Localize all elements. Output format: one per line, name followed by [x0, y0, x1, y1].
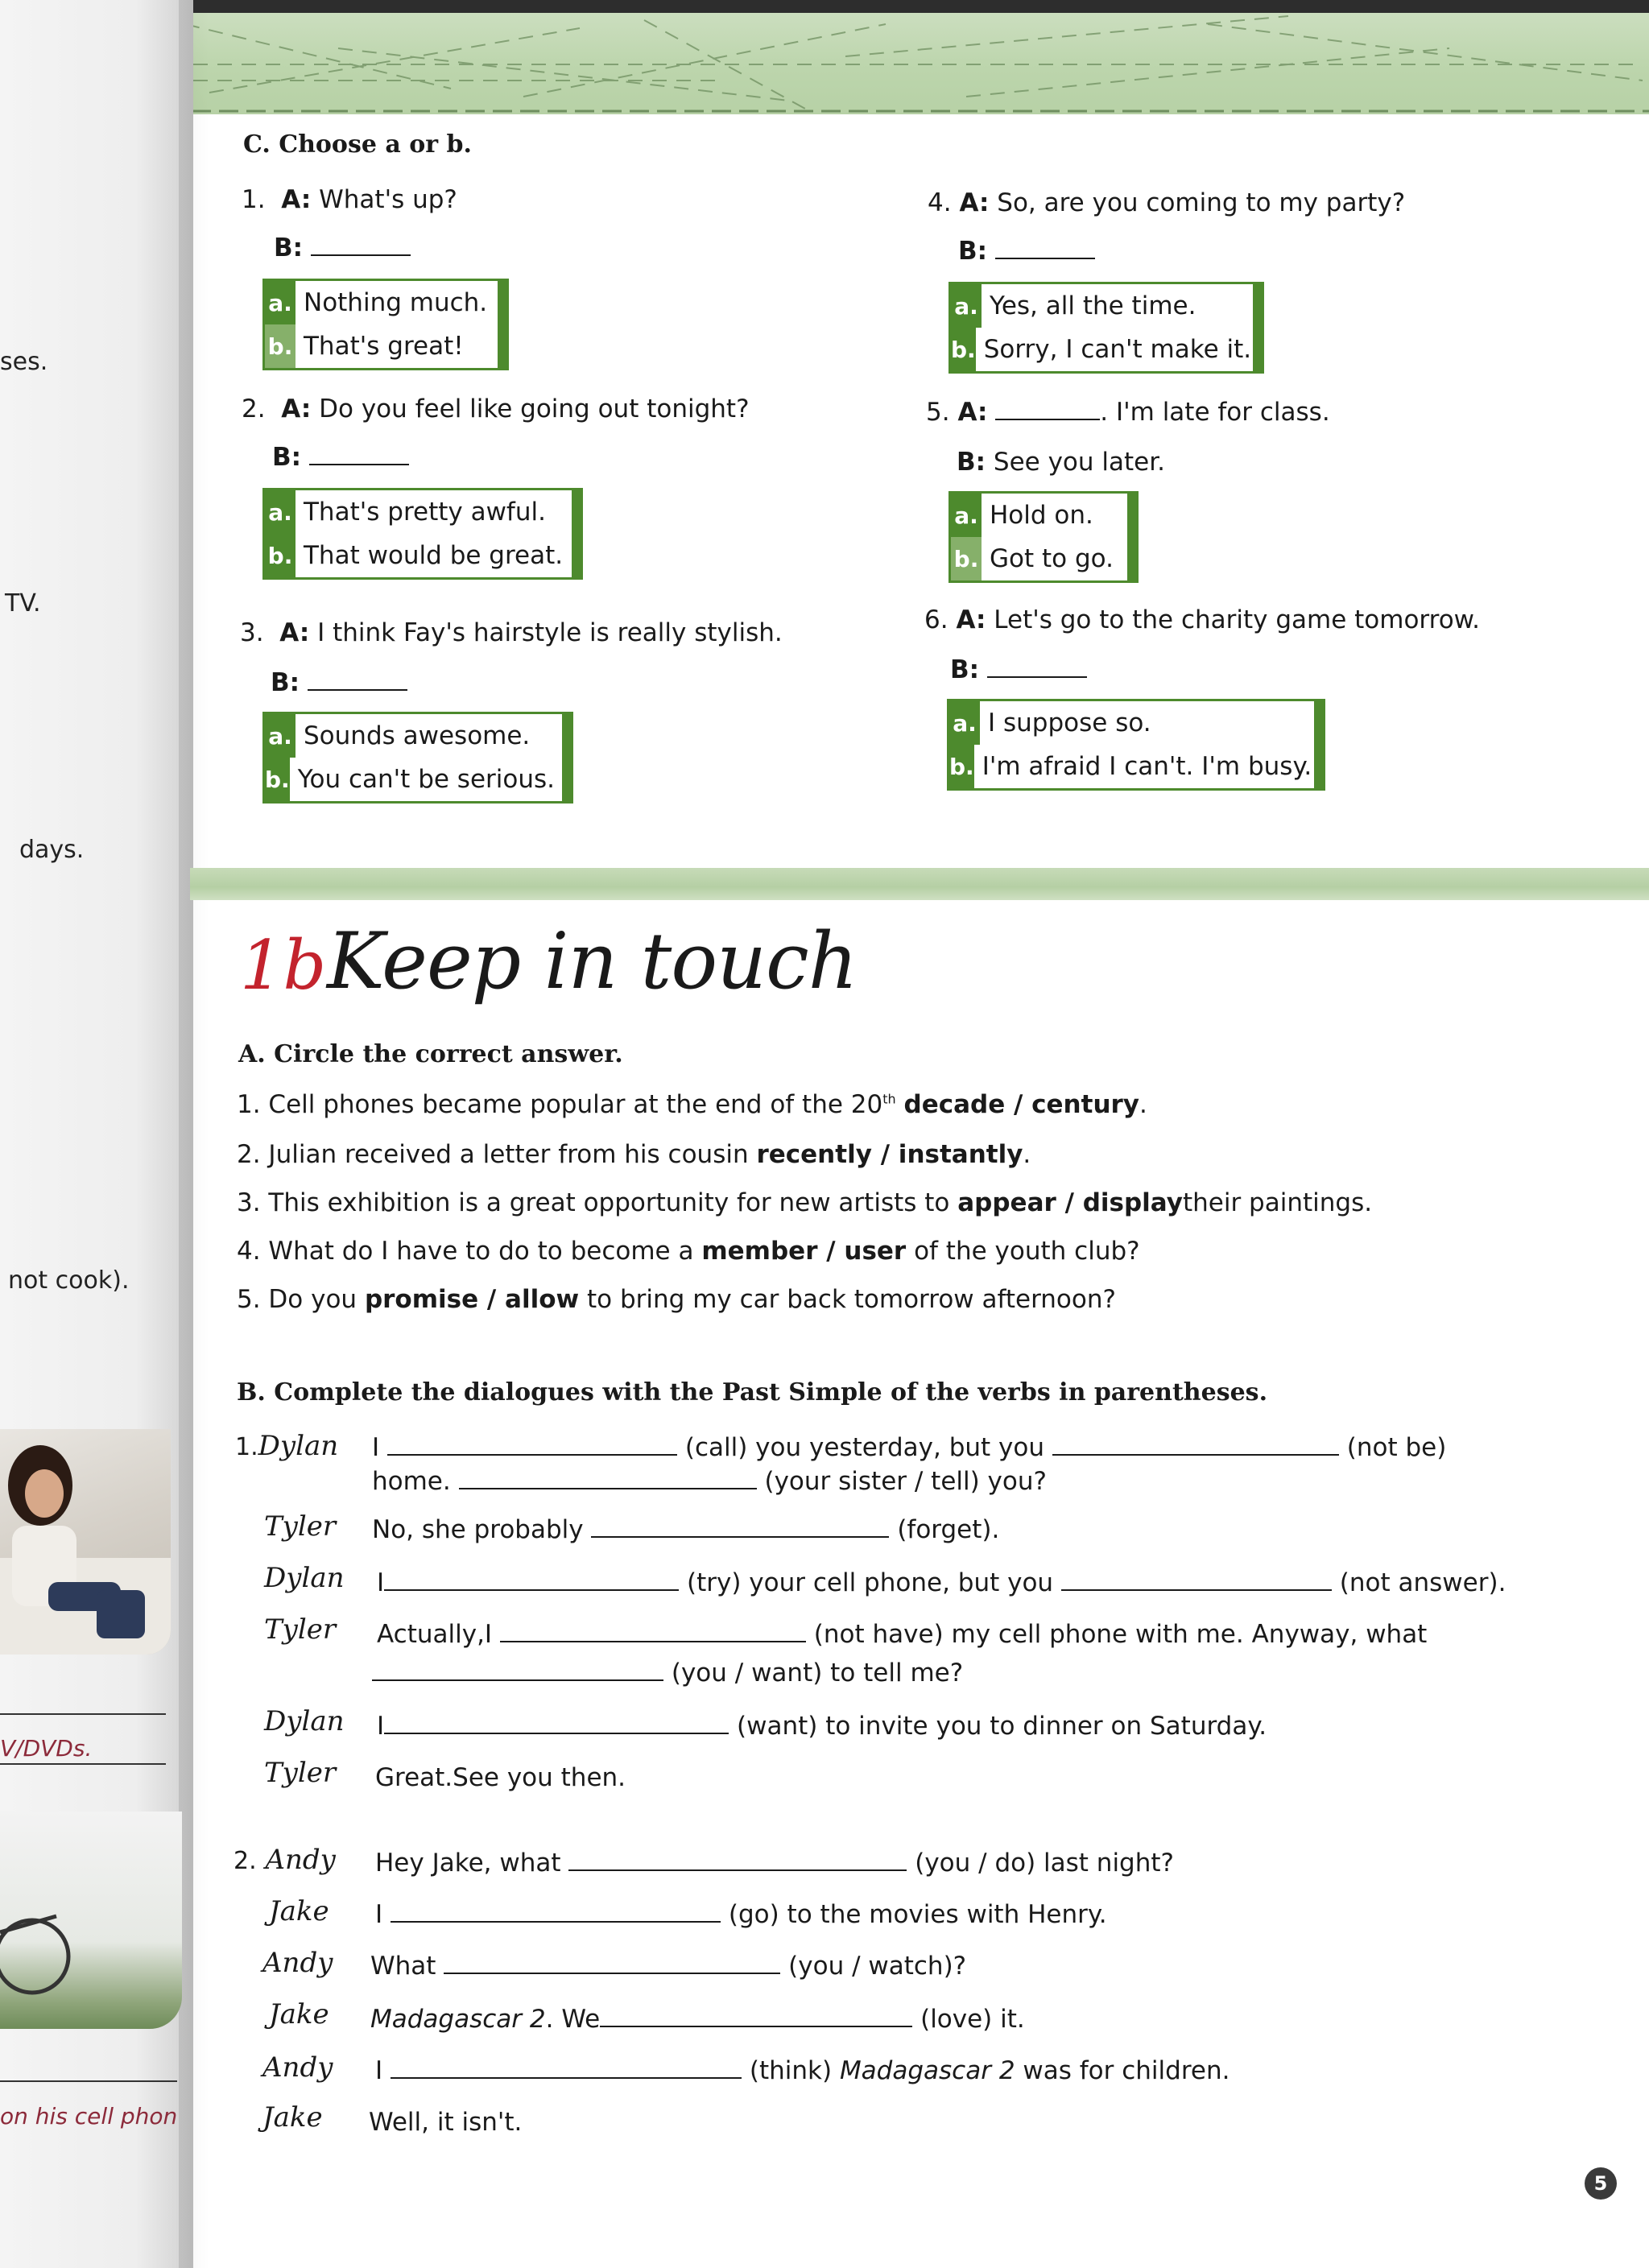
book-gutter-shadow: [179, 0, 209, 2268]
fill-blank[interactable]: [384, 1570, 679, 1591]
fill-blank[interactable]: [391, 1902, 721, 1923]
question-2: 2. A: Do you feel like going out tonight?: [242, 395, 750, 423]
bicycle-photo: [0, 1812, 182, 2029]
answer-choice[interactable]: decade / century: [903, 1090, 1140, 1119]
dialogue-line: Great.See you then.: [375, 1763, 626, 1792]
speaker-name: Dylan: [264, 1705, 345, 1737]
answer-choice[interactable]: appear / display: [957, 1188, 1183, 1217]
speaker-name: Jake: [269, 1998, 329, 2030]
left-page-fragment: V/DVDs.: [0, 1735, 93, 1762]
dialogue-line: I (go) to the movies with Henry.: [375, 1900, 1107, 1929]
dialogue-line: Hey Jake, what (you / do) last night?: [375, 1849, 1174, 1878]
speaker-name: 1.Dylan: [235, 1430, 339, 1462]
speaker-name: 2. Andy: [234, 1844, 336, 1876]
option-a[interactable]: a. Sounds awesome.: [265, 714, 562, 758]
option-a[interactable]: a. Yes, all the time.: [951, 284, 1253, 328]
section-b-header: B. Complete the dialogues with the Past Simple of the verbs in parentheses.: [237, 1378, 1268, 1407]
left-page-line: [0, 1763, 166, 1765]
option-a[interactable]: a. I suppose so.: [949, 701, 1314, 745]
answer-line-6: B:: [950, 655, 1087, 684]
sentence-2: 2. Julian received a letter from his cousin recently / instantly.: [237, 1140, 1031, 1169]
speaker-name: Andy: [262, 2051, 333, 2084]
fill-blank[interactable]: [391, 2058, 742, 2079]
dialogue-line: Madagascar 2. We (love) it.: [370, 2005, 1025, 2034]
top-decorative-band: [0, 0, 1649, 114]
options-box-4: [948, 282, 1264, 374]
dialogue-line: I (try) your cell phone, but you (not answer).: [377, 1568, 1506, 1597]
answer-blank[interactable]: [995, 398, 1100, 420]
left-page-fragment: days.: [19, 836, 85, 864]
unit-number: 1b: [240, 926, 327, 1005]
unit-title: Keep in touch: [327, 916, 858, 1006]
answer-line-1: B:: [274, 233, 411, 262]
speaker-name: Andy: [262, 1947, 333, 1979]
speaker-name: Jake: [262, 2101, 323, 2134]
page-number-badge: 5: [1585, 2167, 1617, 2200]
question-5: 5. A: . I'm late for class.: [926, 398, 1330, 427]
answer-line-3: B:: [271, 668, 407, 697]
left-page-fragment: ses.: [0, 348, 48, 376]
fill-blank[interactable]: [459, 1469, 757, 1489]
fill-blank[interactable]: [600, 2006, 912, 2027]
dialogue-line: Well, it isn't.: [369, 2108, 523, 2137]
option-b[interactable]: b. That's great!: [265, 324, 498, 368]
answer-choice[interactable]: promise / allow: [364, 1285, 580, 1314]
dialogue-line: I (want) to invite you to dinner on Saturday.: [377, 1712, 1267, 1741]
left-page-fragment: not cook).: [8, 1266, 130, 1295]
speaker-name: Tyler: [264, 1613, 337, 1646]
speaker-name: Dylan: [264, 1562, 345, 1594]
option-b[interactable]: b. Sorry, I can't make it.: [951, 328, 1253, 371]
answer-blank[interactable]: [309, 443, 409, 465]
question-3: 3. A: I think Fay's hairstyle is really stylish.: [240, 618, 783, 647]
dialogue-line: No, she probably (forget).: [372, 1515, 1000, 1544]
section-a-header: A. Circle the correct answer.: [238, 1040, 623, 1068]
option-b[interactable]: b. Got to go.: [951, 537, 1127, 580]
fill-blank[interactable]: [372, 1660, 663, 1681]
fill-blank[interactable]: [387, 1435, 677, 1456]
section-c-header: C. Choose a or b.: [243, 130, 472, 159]
option-a[interactable]: a. That's pretty awful.: [265, 490, 572, 534]
options-box-5: [948, 491, 1139, 583]
left-page-line: [0, 2080, 177, 2082]
dialogue-line: What (you / watch)?: [370, 1952, 967, 1981]
section-divider-band: [190, 868, 1649, 900]
option-a[interactable]: a. Hold on.: [951, 494, 1127, 537]
options-box-6: [947, 699, 1325, 791]
question-6: 6. A: Let's go to the charity game tomorrow.: [924, 605, 1481, 634]
sentence-1: 1. Cell phones became popular at the end of the 20th decade / century.: [237, 1090, 1147, 1119]
left-page-line: [0, 1713, 166, 1715]
option-b[interactable]: b. That would be great.: [265, 534, 572, 577]
dashed-line-pattern: [0, 0, 1649, 114]
answer-line-4: B:: [958, 237, 1095, 266]
question-4: 4. A: So, are you coming to my party?: [928, 188, 1406, 217]
answer-line-5: B: See you later.: [957, 448, 1165, 477]
fill-blank[interactable]: [444, 1953, 780, 1974]
option-a[interactable]: a. Nothing much.: [265, 281, 498, 324]
fill-blank[interactable]: [500, 1621, 806, 1642]
answer-line-2: B:: [272, 443, 409, 472]
left-page-fragment: TV.: [5, 589, 41, 618]
dialogue-line: I (think) Madagascar 2 was for children.: [375, 2056, 1230, 2085]
speaker-name: Jake: [269, 1895, 329, 1927]
sentence-4: 4. What do I have to do to become a member / user of the youth club?: [237, 1237, 1140, 1266]
fill-blank[interactable]: [1061, 1570, 1332, 1591]
left-page-fragment: on his cell phon: [0, 2103, 178, 2130]
option-b[interactable]: b. You can't be serious.: [265, 758, 562, 801]
sentence-5: 5. Do you promise / allow to bring my car back tomorrow afternoon?: [237, 1285, 1116, 1314]
speaker-name: Tyler: [264, 1757, 337, 1789]
speaker-name: Tyler: [264, 1510, 337, 1543]
fill-blank[interactable]: [568, 1850, 907, 1871]
question-1: 1. A: What's up?: [242, 185, 457, 214]
answer-blank[interactable]: [308, 668, 407, 691]
sentence-3: 3. This exhibition is a great opportunity for new artists to appear / displaytheir paintings.: [237, 1188, 1373, 1217]
options-box-3: [262, 712, 573, 804]
option-b[interactable]: b. I'm afraid I can't. I'm busy.: [949, 745, 1314, 788]
answer-blank[interactable]: [311, 233, 411, 256]
answer-choice[interactable]: member / user: [701, 1237, 907, 1266]
dialogue-line: I (call) you yesterday, but you (not be): [372, 1433, 1447, 1462]
dialogue-line: home. (your sister / tell) you?: [372, 1467, 1047, 1496]
scan-top-edge: [0, 0, 1649, 13]
woman-on-sofa-photo: [0, 1429, 171, 1655]
answer-blank[interactable]: [995, 237, 1095, 259]
fill-blank[interactable]: [591, 1517, 889, 1538]
dialogue-line: Actually,I (not have) my cell phone with me. Anyway, what: [377, 1620, 1428, 1649]
options-box-1: [262, 279, 509, 370]
dialogue-line: (you / want) to tell me?: [372, 1659, 963, 1688]
fill-blank[interactable]: [384, 1713, 729, 1734]
options-box-2: [262, 488, 583, 580]
fill-blank[interactable]: [1052, 1435, 1339, 1456]
answer-choice[interactable]: recently / instantly: [756, 1140, 1023, 1169]
answer-blank[interactable]: [987, 655, 1087, 678]
